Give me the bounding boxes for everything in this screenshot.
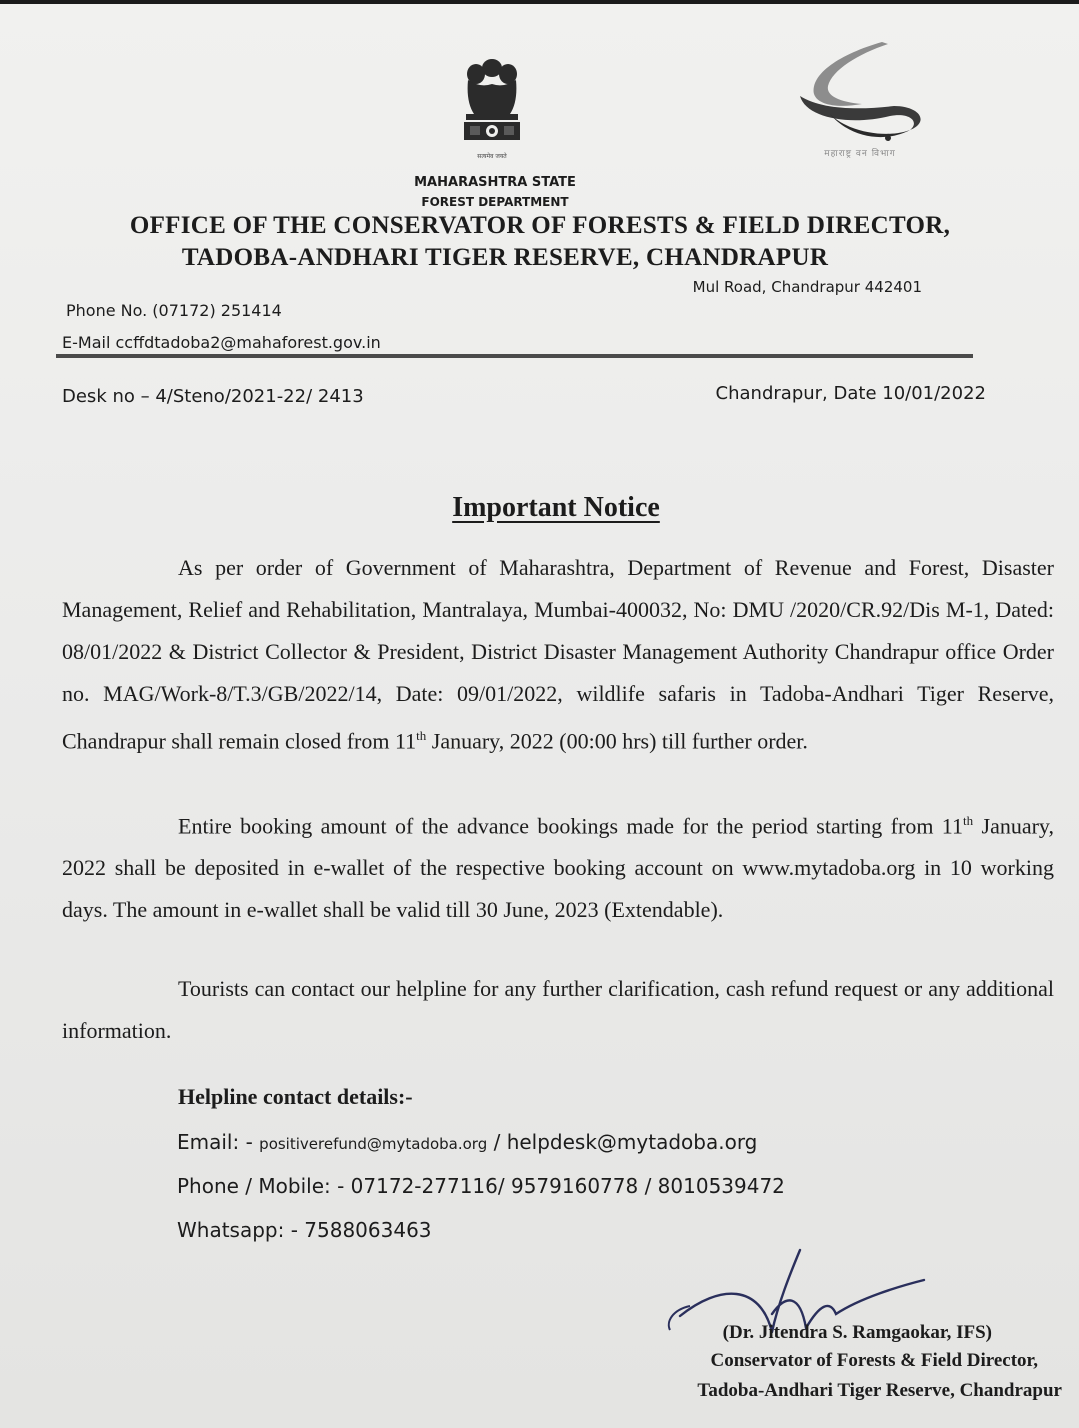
helpline-phone: Phone / Mobile: - 07172-277116/ 9579160778 / 8010539472: [177, 1174, 785, 1198]
signatory-name: (Dr. Jitendra S. Ramgaokar, IFS): [722, 1322, 992, 1343]
notice-document: [0, 4, 1079, 1428]
header-divider: [56, 354, 973, 358]
signatory-title: Conservator of Forests & Field Director,: [710, 1350, 1038, 1371]
helpline-whatsapp: Whatsapp: - 7588063463: [177, 1218, 432, 1242]
forest-department-logo-icon: [770, 34, 950, 154]
notice-title: Important Notice: [452, 492, 660, 523]
office-title-line1: OFFICE OF THE CONSERVATOR OF FORESTS & FIELD DIRECTOR,: [129, 212, 951, 239]
office-email: E-Mail ccffdtadoba2@mahaforest.gov.in: [62, 333, 381, 352]
desk-reference: Desk no – 4/Steno/2021-22/ 2413: [62, 386, 364, 407]
letter-date: Chandrapur, Date 10/01/2022: [715, 383, 986, 404]
notice-paragraph-1: As per order of Government of Maharashtra, Department of Revenue and Forest, Disaster Management, Relief and Rehabilitation, Mantralaya, Mumbai-400032, No: DMU /2020/CR.92/Dis M-1, Dated: 08/01/2022 & District Collector & President, District Disaster Management Authority Chandrapur office Order no. MAG/Work-8/T.3/GB/2022/14, Date: 09/01/2022, wildlife safaris in Tadoba-Andhari Tiger Reserve, Chandrapur shall remain closed from 11th January, 2022 (00:00 hrs) till further order.: [62, 555, 1054, 754]
signatory-organization: Tadoba-Andhari Tiger Reserve, Chandrapur: [697, 1380, 1062, 1401]
national-emblem-icon: [452, 54, 532, 166]
department-name: FOREST DEPARTMENT: [421, 195, 569, 209]
office-address: Mul Road, Chandrapur 442401: [692, 278, 922, 296]
notice-paragraph-2: Entire booking amount of the advance bookings made for the period starting from 11th January, 2022 shall be deposited in e-wallet of the respective booking account on www.mytadoba.org in 10 working days. The amount in e-wallet shall be valid till 30 June, 2023 (Extendable).: [62, 813, 1054, 923]
helpline-title: Helpline contact details:-: [178, 1084, 413, 1109]
office-phone: Phone No. (07172) 251414: [66, 301, 282, 320]
notice-paragraph-3: Tourists can contact our helpline for any further clarification, cash refund request or any additional information.: [62, 976, 1054, 1043]
office-title-line2: TADOBA-ANDHARI TIGER RESERVE, CHANDRAPUR: [181, 244, 829, 271]
helpline-email: Email: - positiverefund@mytadoba.org / helpdesk@mytadoba.org: [177, 1130, 758, 1154]
state-name: MAHARASHTRA STATE: [414, 175, 576, 190]
svg-text:सत्यमेव जयते: सत्यमेव जयते: [477, 153, 507, 160]
logo-caption: महाराष्ट्र वन विभाग: [824, 149, 896, 159]
